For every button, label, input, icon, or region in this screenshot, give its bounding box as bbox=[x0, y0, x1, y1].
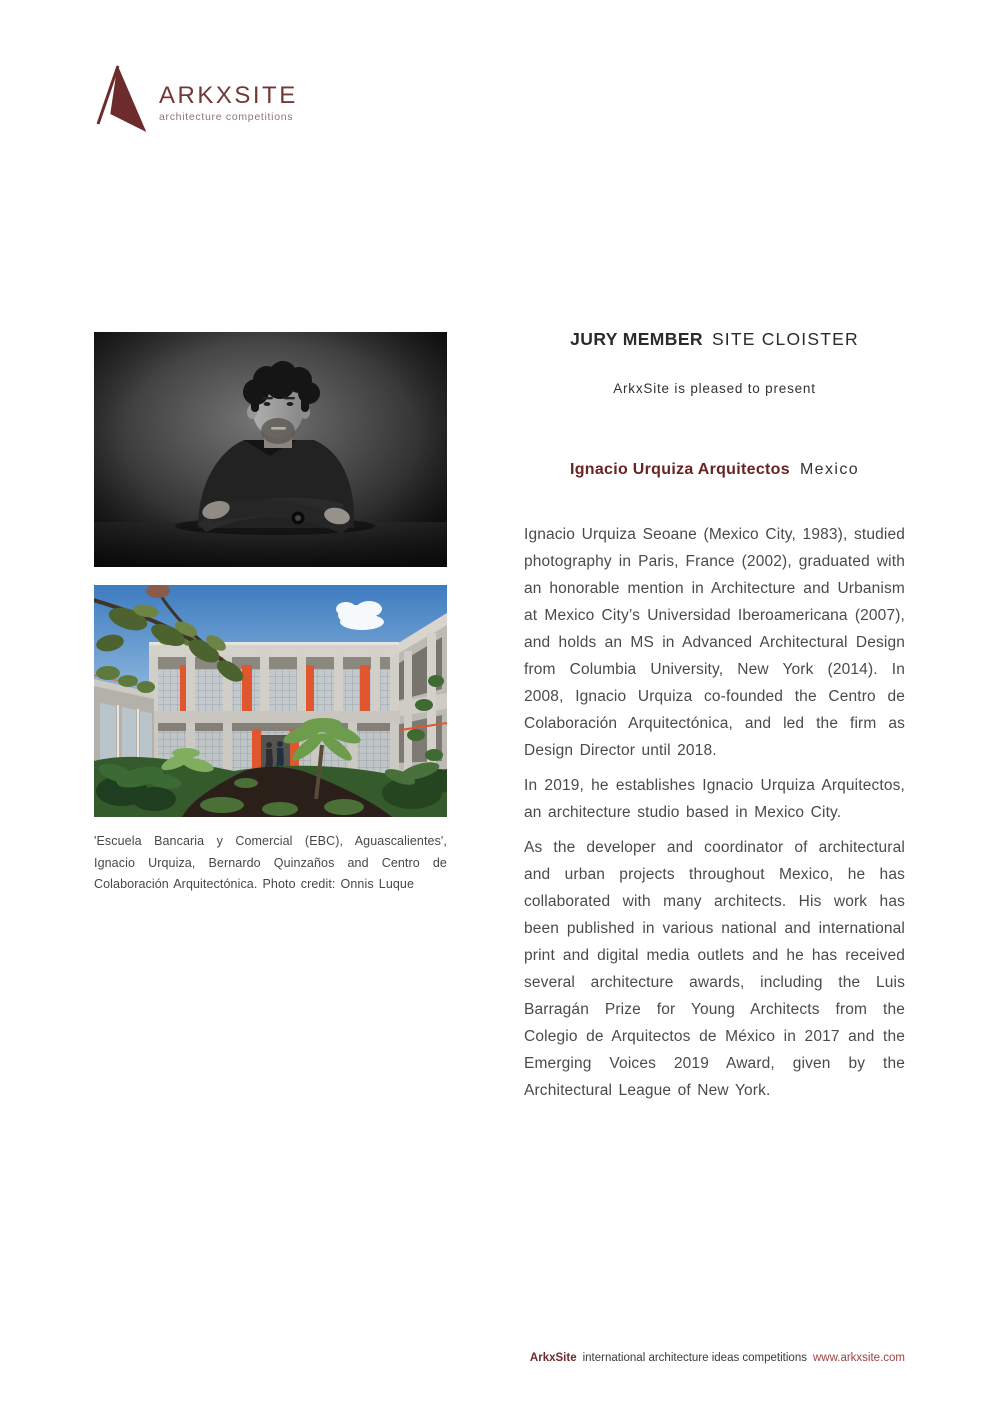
bio-paragraph-2: In 2019, he establishes Ignacio Urquiza Arquitectos, an architecture studio based in Mexico City. bbox=[524, 777, 905, 821]
jury-member-label: JURY MEMBER bbox=[570, 329, 703, 349]
page-footer bbox=[524, 1352, 905, 1364]
jury-member-country: Mexico bbox=[799, 461, 860, 478]
courtyard-photo bbox=[94, 585, 447, 817]
jury-member-title bbox=[524, 461, 905, 479]
portrait-illustration bbox=[94, 332, 447, 567]
footer-description: international architecture ideas competitions bbox=[582, 1352, 807, 1364]
competition-name: SITE CLOISTER bbox=[711, 329, 859, 349]
bio-paragraph-1: Ignacio Urquiza Seoane (Mexico City, 1983), studied photography in Paris, France (2002), graduated with an honorable mention in Architecture and Urbanism at Mexico City’s Universidad Iberoamericana (2007), and holds an MS in Advanced Architectural Design from Columbia University, New York (2014). In 2008, Ignacio Urquiza co-founded the Centro de Colaboración Arquitectónica, and led the firm as Design Director until 2018. bbox=[524, 526, 905, 759]
arkxsite-logo bbox=[95, 62, 298, 136]
logo-text-block bbox=[159, 84, 298, 123]
arkxsite-logo-icon bbox=[95, 62, 147, 136]
bio-paragraph-3: As the developer and coordinator of architectural and urban projects throughout Mexico, he has collaborated with many architects. His work has been published in various national and international print and digital media outlets and he has received several architecture awards, including the Luis Barragán Prize for Young Architects from the Colegio de Arquitectos de México in 2017 and the Emerging Voices 2019 Award, given by the Architectural League of New York. bbox=[524, 839, 905, 1099]
logo-brand: ARKXSITE bbox=[159, 82, 298, 109]
portrait-photo bbox=[94, 332, 447, 567]
courtyard-illustration bbox=[94, 585, 447, 817]
biography bbox=[524, 521, 905, 1104]
logo-tagline: architecture competitions bbox=[159, 111, 294, 123]
jury-member-name: Ignacio Urquiza Arquitectos bbox=[569, 461, 790, 478]
footer-brand: ArkxSite bbox=[529, 1352, 577, 1364]
footer-website-link[interactable]: www.arkxsite.com bbox=[812, 1352, 905, 1364]
photo-caption: 'Escuela Bancaria y Comercial (EBC), Aguascalientes', Ignacio Urquiza, Bernardo Quinzaños and Centro de Colaboración Arquitectónica. Photo credit: Onnis Luque bbox=[94, 834, 447, 891]
intro-subtitle: ArkxSite is pleased to present bbox=[613, 381, 816, 396]
jury-member-heading bbox=[524, 329, 905, 350]
